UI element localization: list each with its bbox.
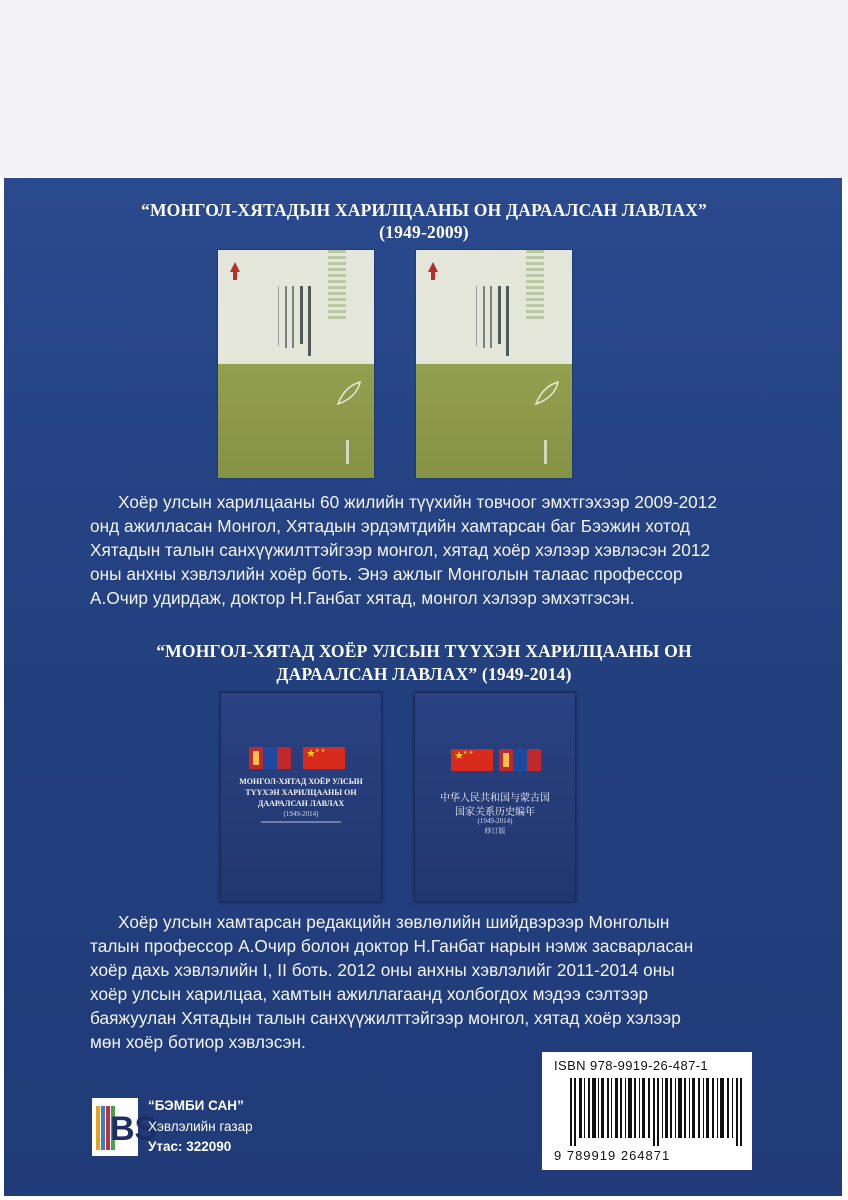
leaf-icon [334, 378, 364, 408]
section1-years: (1949-2009) [379, 222, 469, 242]
cover-edition: 修订版 [484, 827, 506, 835]
china-flag-icon [303, 747, 345, 769]
section1-title: “МОНГОЛ-ХЯТАДЫН ХАРИЛЦААНЫ ОН ДАРААЛСАН ЛАВЛАХ” [141, 200, 707, 220]
cover-years: (1949-2014) [283, 810, 319, 818]
cover-stripe [328, 250, 346, 320]
cover-publisher-mark [544, 440, 547, 464]
isbn-label: ISBN 978-9919-26-487-1 [554, 1058, 709, 1073]
section1-paragraph [90, 490, 752, 610]
china-flag-icon [451, 749, 493, 771]
svg-text:BS: BS [110, 1110, 158, 1148]
paragraph-line: Хоёр улсын хамтарсан редакцийн зөвлөлийн шийдвэрээр Монголын [118, 912, 670, 932]
paragraph-line: мөн хоёр ботиор хэвлэсэн. [90, 1032, 306, 1052]
book-cover-chinese-edition [414, 692, 576, 902]
section2-paragraph [90, 910, 752, 1054]
book-cover-volume-2 [416, 250, 572, 478]
cover-title-line: ДААРАЛСАН ЛАВЛАХ [257, 799, 345, 808]
mongolia-flag-icon [249, 747, 291, 769]
leaf-icon [532, 378, 562, 408]
section2-title: “МОНГОЛ-ХЯТАД ХОЁР УЛСЫН ТҮҮХЭН ХАРИЛЦААНЫ ОН [156, 641, 692, 661]
paragraph-line: оны анхны хэвлэлийн хоёр боть. Энэ ажлыг Монголын талаас профессор [90, 564, 683, 584]
cover-title-line: 国家关系历史编年 [455, 807, 535, 818]
cover-title-line: МОНГОЛ-ХЯТАД ХОЁР УЛСЫН [239, 777, 363, 786]
publisher-logo-icon [92, 1098, 158, 1156]
cover-title-line: 中华人民共和国与蒙古国 [440, 793, 550, 804]
paragraph-line: онд ажилласан Монгол, Хятадын эрдэмтдийн хамтарсан баг Бээжин хотод [90, 516, 691, 536]
cover-stripe [526, 250, 544, 320]
book-cover-volume-1 [218, 250, 374, 478]
paragraph-line: А.Очир удирдаж, доктор Н.Ганбат хятад, монгол хэлээр эмхэтгэсэн. [90, 588, 635, 608]
mongolia-flag-icon [499, 749, 541, 771]
isbn-barcode-box [542, 1052, 752, 1170]
publisher-logo-icon [426, 260, 440, 282]
barcode-digits: 9 789919 264871 [554, 1148, 671, 1163]
cover-vertical-title [238, 286, 316, 362]
cover-publisher-mark [346, 440, 349, 464]
cover-vertical-title [436, 286, 514, 362]
publisher-type: Хэвлэлийн газар [148, 1119, 253, 1134]
book-cover-mongolian-edition [220, 692, 382, 902]
paragraph-line: Хятадын талын санхүүжилттэйгээр монгол, хятад хоёр хэлээр хэвлэсэн 2012 [90, 540, 711, 560]
publisher-name: “БЭМБИ САН” [148, 1098, 244, 1113]
paragraph-line: Хоёр улсын харилцааны 60 жилийн түүхийн товчоог эмхтгэхээр 2009-2012 [118, 492, 718, 512]
cover-title-line: ТҮҮХЭН ХАРИЛЦААНЫ ОН [245, 788, 357, 797]
cover-years: (1949-2014) [477, 817, 513, 825]
paragraph-line: хоёр дахь хэвлэлийн I, II боть. 2012 оны анхны хэвлэлийг 2011-2014 оны [90, 960, 675, 980]
barcode-icon [570, 1078, 742, 1146]
section2-title-line2: ДАРААЛСАН ЛАВЛАХ” (1949-2014) [276, 664, 572, 684]
paragraph-line: хоёр улсын харилцаа, хамтын ажиллагаанд холбогдох мэдээ сэлтээр [90, 984, 649, 1004]
publisher-logo-icon [228, 260, 242, 282]
top-margin [0, 0, 848, 178]
publisher-phone: Утас: 322090 [148, 1139, 232, 1154]
cover-subtitle-mark [261, 821, 341, 823]
paragraph-line: баяжуулан Хятадын талын санхүүжилттэйгээр монгол, хятад хоёр хэлээр [90, 1008, 681, 1028]
paragraph-line: талын профессор А.Очир болон доктор Н.Ганбат нарын нэмж засварласан [90, 936, 694, 956]
